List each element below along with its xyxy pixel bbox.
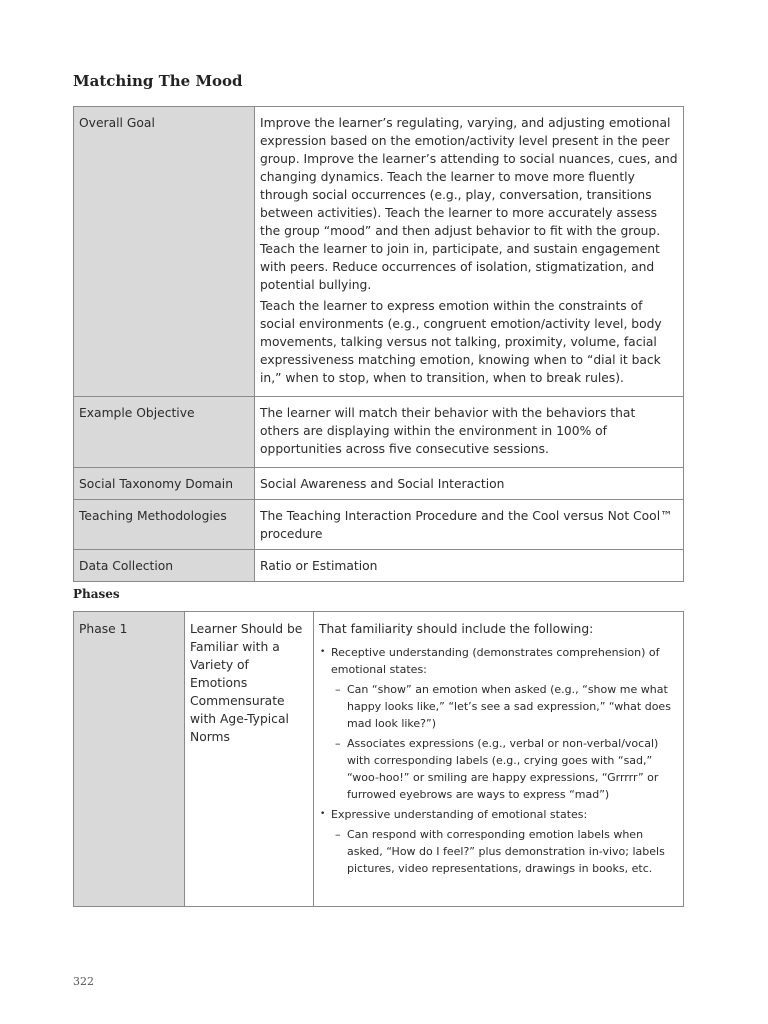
- bullet-text: Expressive understanding of emotional states:: [331, 808, 588, 821]
- table-row: [74, 397, 684, 468]
- list-item: – Can “show” an emotion when asked (e.g., “show me what happy looks like,” “let’s see a sad expression,” “what does mad look like?”): [331, 681, 678, 732]
- page-title: Matching The Mood: [73, 72, 243, 90]
- row-label-social-taxonomy-domain: Social Taxonomy Domain: [74, 468, 255, 500]
- data-collection-value: Ratio or Estimation: [255, 550, 684, 582]
- bullet-list: [319, 644, 678, 877]
- phases-table: [73, 611, 684, 907]
- table-row: [74, 500, 684, 550]
- list-item: [319, 806, 678, 877]
- phase-label: Phase 1: [74, 612, 185, 907]
- overall-goal-paragraph: Teach the learner to express emotion within the constraints of social environments (e.g., congruent emotion/activity level, body movements, talking versus not talking, proximity, volume, facial expressiveness matching emotion, knowing when to “dial it back in,” when to stop, when to transition, when to break rules).: [260, 299, 662, 385]
- overall-goal-paragraph: Improve the learner’s regulating, varying, and adjusting emotional expression based on the emotion/activity level present in the peer group. Improve the learner’s attending to social nuances, cues, and changing dynamics. Teach the learner to move more fluently through social occurrences (e.g., play, conversation, transitions between activities). Teach the learner to more accurately assess the group “mood” and then adjust behavior to fit with the group. Teach the learner to join in, participate, and sustain engagement with peers. Reduce occurrences of isolation, stigmatization, and potential bullying.: [260, 116, 678, 292]
- row-label-teaching-methodologies: Teaching Methodologies: [74, 500, 255, 550]
- list-item: – Associates expressions (e.g., verbal or non-verbal/vocal) with corresponding labels (e.g., crying goes with “sad,” “woo-hoo!” or smiling are happy expressions, “Grrrrr” or furrowed eyebrows are ways to express “mad”): [331, 735, 678, 803]
- goal-table: [73, 106, 684, 582]
- teaching-methodologies-value: The Teaching Interaction Procedure and the Cool versus Not Cool™ procedure: [255, 500, 684, 550]
- example-objective-value: The learner will match their behavior with the behaviors that others are displaying within the environment in 100% of opportunities across five consecutive sessions.: [255, 397, 684, 468]
- overall-goal-value: [255, 107, 684, 397]
- phase-skill: Learner Should be Familiar with a Variety of Emotions Commensurate with Age-Typical Norms: [185, 612, 314, 907]
- row-label-example-objective: Example Objective: [74, 397, 255, 468]
- list-item: [319, 644, 678, 803]
- page-number: 322: [73, 975, 94, 988]
- row-label-data-collection: Data Collection: [74, 550, 255, 582]
- row-label-overall-goal: Overall Goal: [74, 107, 255, 397]
- bullet-text: Receptive understanding (demonstrates comprehension) of emotional states:: [331, 646, 660, 676]
- table-row: [74, 612, 684, 907]
- sub-list: [331, 826, 678, 877]
- social-taxonomy-domain-value: Social Awareness and Social Interaction: [255, 468, 684, 500]
- phase-intro: That familiarity should include the following:: [319, 622, 594, 636]
- phases-heading: Phases: [73, 587, 120, 601]
- table-row: [74, 107, 684, 397]
- phase-detail: [314, 612, 684, 907]
- table-row: [74, 550, 684, 582]
- sub-list: [331, 681, 678, 803]
- table-row: [74, 468, 684, 500]
- list-item: – Can respond with corresponding emotion labels when asked, “How do I feel?” plus demonstration in-vivo; labels pictures, video representations, drawings in books, etc.: [331, 826, 678, 877]
